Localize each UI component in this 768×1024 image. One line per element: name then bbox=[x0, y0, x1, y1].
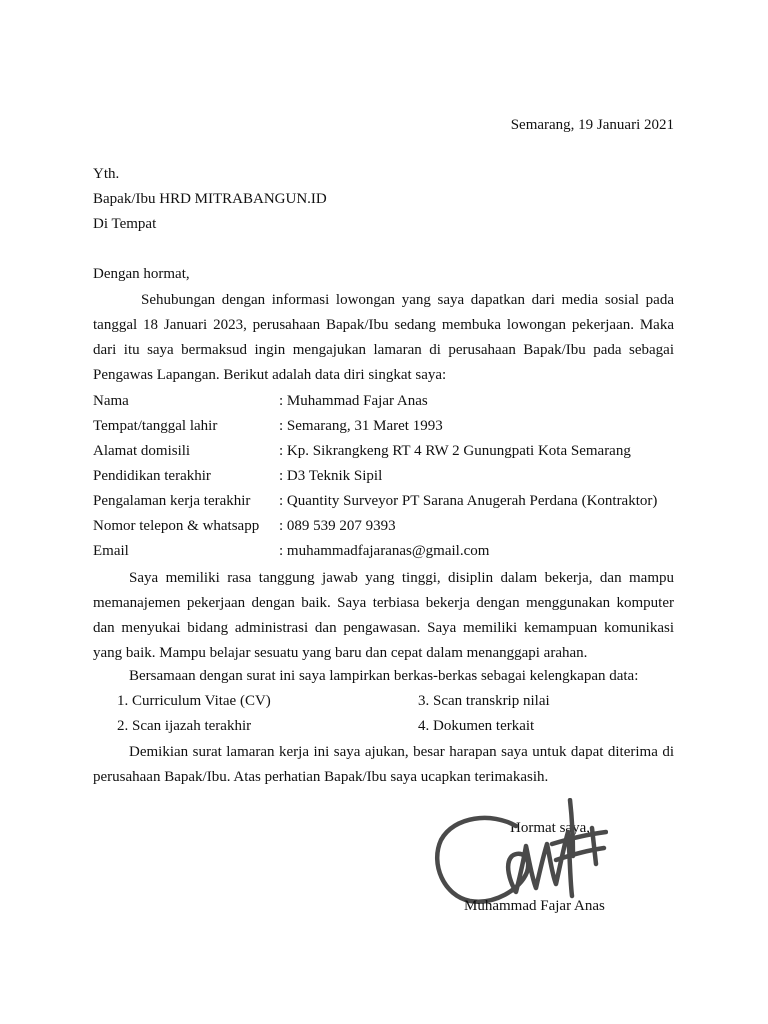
personal-data-label: Email bbox=[93, 543, 129, 559]
personal-data-row bbox=[93, 393, 674, 418]
signer-name: Muhammad Fajar Anas bbox=[464, 898, 605, 914]
personal-data-row bbox=[93, 543, 674, 568]
attachment-item: 3. Scan transkrip nilai bbox=[418, 693, 550, 709]
body-paragraph: Saya memiliki rasa tanggung jawab yang tinggi, disiplin dalam bekerja, dan mampu memanajemen pekerjaan dengan baik. Saya terbiasa bekerja dengan menggunakan komputer dan menyukai bidang administrasi dan pengawasan. Saya memiliki kemampuan komunikasi yang baik. Mampu belajar sesuatu yang baru dan cepat dalam menanggapi arahan. bbox=[93, 570, 674, 661]
personal-data-row bbox=[93, 468, 674, 493]
personal-data-label: Nomor telepon & whatsapp bbox=[93, 518, 260, 534]
personal-data-row bbox=[93, 418, 674, 443]
personal-data-label: Nama bbox=[93, 393, 129, 409]
personal-data-value: : Muhammad Fajar Anas bbox=[279, 393, 428, 409]
personal-data-row bbox=[93, 518, 674, 543]
personal-data-label: Tempat/tanggal lahir bbox=[93, 418, 218, 434]
personal-data-label: Alamat domisili bbox=[93, 443, 191, 459]
personal-data-value: : 089 539 207 9393 bbox=[279, 518, 396, 534]
attachments-intro: Bersamaan dengan surat ini saya lampirkan berkas-berkas sebagai kelengkapan data: bbox=[129, 668, 639, 684]
recipient-salutation: Yth. bbox=[93, 166, 120, 182]
personal-data-value: : Semarang, 31 Maret 1993 bbox=[279, 418, 443, 434]
personal-data-label: Pendidikan terakhir bbox=[93, 468, 211, 484]
personal-data-label: Pengalaman kerja terakhir bbox=[93, 493, 251, 509]
recipient-name: Bapak/Ibu HRD MITRABANGUN.ID bbox=[93, 191, 327, 207]
personal-data-value: : Kp. Sikrangkeng RT 4 RW 2 Gunungpati Kota Semarang bbox=[279, 443, 631, 459]
place-date: Semarang, 19 Januari 2021 bbox=[510, 117, 674, 133]
personal-data-value: : D3 Teknik Sipil bbox=[279, 468, 383, 484]
greeting: Dengan hormat, bbox=[93, 266, 190, 282]
attachment-item: 1. Curriculum Vitae (CV) bbox=[117, 693, 271, 709]
personal-data-value: : Quantity Surveyor PT Sarana Anugerah Perdana (Kontraktor) bbox=[279, 493, 658, 509]
closing-paragraph: Demikian surat lamaran kerja ini saya ajukan, besar harapan saya untuk dapat diterima di perusahaan Bapak/Ibu. Atas perhatian Bapak/Ibu saya ucapkan terimakasih. bbox=[93, 744, 674, 785]
intro-paragraph: Sehubungan dengan informasi lowongan yang saya dapatkan dari media sosial pada tanggal 18 Januari 2023, perusahaan Bapak/Ibu sedang membuka lowongan pekerjaan. Maka dari itu saya bermaksud ingin mengajukan lamaran di perusahaan Bapak/Ibu pada sebagai Pengawas Lapangan. Berikut adalah data diri singkat saya: bbox=[93, 292, 674, 383]
attachment-item: 4. Dokumen terkait bbox=[418, 718, 535, 734]
personal-data-value: : muhammadfajaranas@gmail.com bbox=[279, 543, 490, 559]
personal-data-row bbox=[93, 493, 674, 518]
personal-data-row bbox=[93, 443, 674, 468]
recipient-location: Di Tempat bbox=[93, 216, 157, 232]
closing-text: Hormat saya, bbox=[510, 820, 590, 836]
signature-image bbox=[432, 798, 608, 908]
attachment-item: 2. Scan ijazah terakhir bbox=[117, 718, 252, 734]
